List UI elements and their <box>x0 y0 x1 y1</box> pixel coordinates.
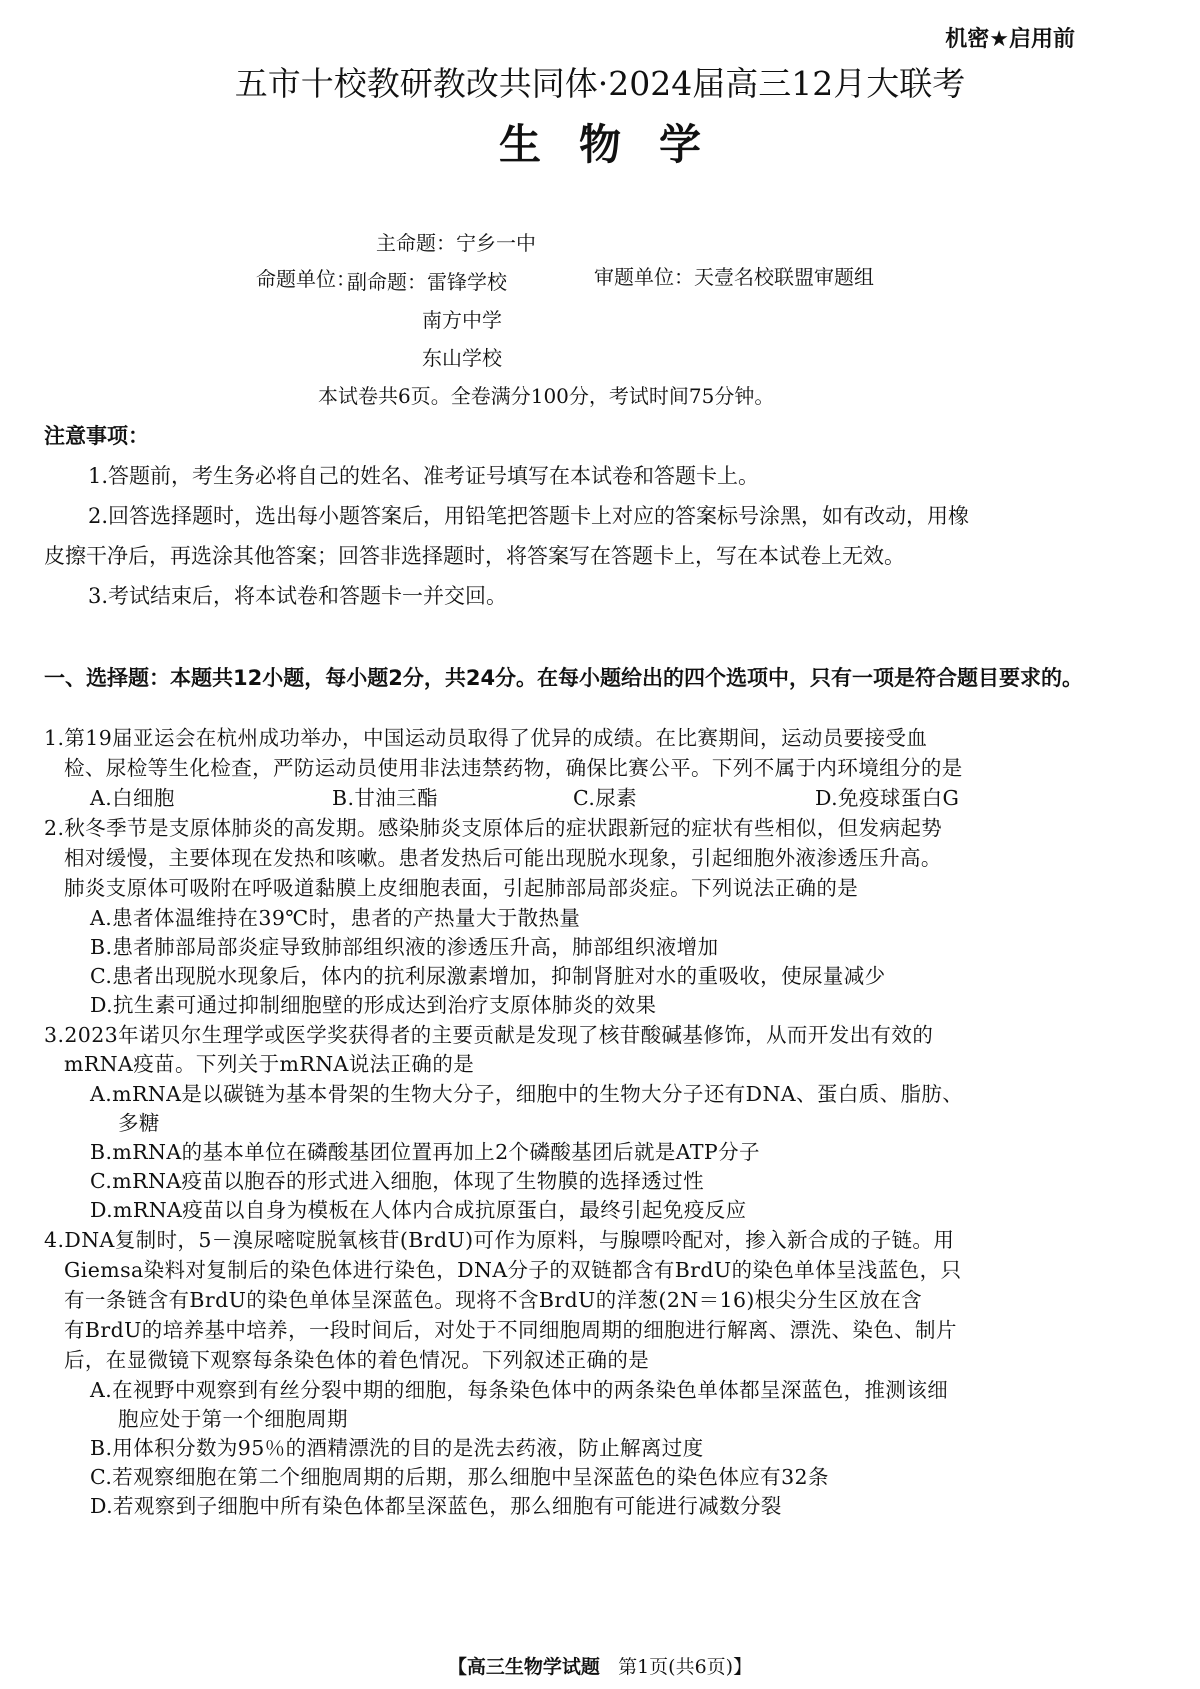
footer-title: 【高三生物学试题 <box>447 1656 600 1678</box>
q1-option-b: B.甘油三酯 <box>332 786 438 810</box>
q1-stem-line2: 检、尿检等生化检查，严防运动员使用非法违禁药物，确保比赛公平。下列不属于内环境组分的是 <box>64 756 963 780</box>
main-setter: 主命题：宁乡一中 <box>376 231 536 255</box>
q1-option-a: A.白细胞 <box>90 786 175 810</box>
q4-option-a-line1: A.在视野中观察到有丝分裂中期的细胞，每条染色体中的两条染色单体都呈深蓝色，推测该细 <box>90 1378 949 1402</box>
q4-stem-line5: 后，在显微镜下观察每条染色体的着色情况。下列叙述正确的是 <box>64 1348 650 1372</box>
school-nanfang: 南方中学 <box>422 308 502 332</box>
footer-page-number: 第1页(共6页)】 <box>618 1656 753 1678</box>
q2-stem-line1: 2.秋冬季节是支原体肺炎的高发期。感染肺炎支原体后的症状跟新冠的症状有些相似，但发病起势 <box>44 816 943 840</box>
school-dongshan: 东山学校 <box>422 346 502 370</box>
subject-title: 生物学 <box>498 120 739 169</box>
q4-option-b: B.用体积分数为95％的酒精漂洗的目的是洗去药液，防止解离过度 <box>90 1436 704 1460</box>
q4-option-c: C.若观察细胞在第二个细胞周期的后期，那么细胞中呈深蓝色的染色体应有32条 <box>90 1465 829 1489</box>
q3-stem-line1: 3.2023年诺贝尔生理学或医学奖获得者的主要贡献是发现了核苷酸碱基修饰，从而开发出有效的 <box>44 1023 934 1047</box>
q2-option-b: B.患者肺部局部炎症导致肺部组织液的渗透压升高，肺部组织液增加 <box>90 935 719 959</box>
q3-option-d: D.mRNA疫苗以自身为模板在人体内合成抗原蛋白，最终引起免疫反应 <box>90 1198 747 1222</box>
setter-label: 命题单位： <box>256 267 356 291</box>
q2-stem-line2: 相对缓慢，主要体现在发热和咳嗽。患者发热后可能出现脱水现象，引起细胞外液渗透压升高。 <box>64 846 942 870</box>
q3-stem-line2: mRNA疫苗。下列关于mRNA说法正确的是 <box>64 1052 475 1076</box>
note-2-line1: 2.回答选择题时，选出每小题答案后，用铅笔把答题卡上对应的答案标号涂黑，如有改动，用橡 <box>88 504 970 528</box>
notes-heading: 注意事项： <box>44 424 149 448</box>
confidential-mark: 机密★启用前 <box>945 27 1075 52</box>
q1-option-c: C.尿素 <box>573 786 638 810</box>
q2-option-c: C.患者出现脱水现象后，体内的抗利尿激素增加，抑制肾脏对水的重吸收，使尿量减少 <box>90 964 886 988</box>
q2-option-d: D.抗生素可通过抑制细胞壁的形成达到治疗支原体肺炎的效果 <box>90 993 657 1017</box>
note-1: 1.答题前，考生务必将自己的姓名、准考证号填写在本试卷和答题卡上。 <box>88 464 760 488</box>
note-3: 3.考试结束后，将本试卷和答题卡一并交回。 <box>88 584 508 608</box>
q3-option-c: C.mRNA疫苗以胞吞的形式进入细胞，体现了生物膜的选择透过性 <box>90 1169 704 1193</box>
q2-option-a: A.患者体温维持在39℃时，患者的产热量大于散热量 <box>90 906 581 930</box>
q4-stem-line1: 4.DNA复制时，5－溴尿嘧啶脱氧核苷(BrdU)可作为原料，与腺嘌呤配对，掺入新合成的子链。用 <box>44 1228 955 1252</box>
q1-stem-line1: 1.第19届亚运会在杭州成功举办，中国运动员取得了优异的成绩。在比赛期间，运动员要接受血 <box>44 726 928 750</box>
q2-stem-line3: 肺炎支原体可吸附在呼吸道黏膜上皮细胞表面，引起肺部局部炎症。下列说法正确的是 <box>64 876 859 900</box>
q4-stem-line3: 有一条链含有BrdU的染色单体呈深蓝色。现将不含BrdU的洋葱(2N＝16)根尖分生区放在含 <box>64 1288 922 1312</box>
reviewer: 审题单位：天壹名校联盟审题组 <box>594 265 874 289</box>
section-heading: 一、选择题：本题共12小题，每小题2分，共24分。在每小题给出的四个选项中，只有一项是符合题目要求的。 <box>44 666 1084 690</box>
sub-setter: 副命题：雷锋学校 <box>347 270 507 294</box>
page-footer <box>0 1652 1200 1679</box>
exam-info: 本试卷共6页。全卷满分100分，考试时间75分钟。 <box>318 384 775 408</box>
q3-option-a-line1: A.mRNA是以碳链为基本骨架的生物大分子，细胞中的生物大分子还有DNA、蛋白质、脂肪、 <box>90 1082 964 1106</box>
q1-option-d: D.免疫球蛋白G <box>815 786 960 810</box>
q4-option-d: D.若观察到子细胞中所有染色体都呈深蓝色，那么细胞有可能进行减数分裂 <box>90 1494 782 1518</box>
exam-title: 五市十校教研教改共同体·2024届高三12月大联考 <box>234 64 966 103</box>
q3-option-b: B.mRNA的基本单位在磷酸基团位置再加上2个磷酸基团后就是ATP分子 <box>90 1140 760 1164</box>
note-2-line2: 皮擦干净后，再选涂其他答案；回答非选择题时，将答案写在答题卡上，写在本试卷上无效。 <box>44 544 905 568</box>
q4-option-a-line2: 胞应处于第一个细胞周期 <box>118 1407 348 1431</box>
q4-stem-line4: 有BrdU的培养基中培养，一段时间后，对处于不同细胞周期的细胞进行解离、漂洗、染色、制片 <box>64 1318 957 1342</box>
q4-stem-line2: Giemsa染料对复制后的染色体进行染色，DNA分子的双链都含有BrdU的染色单体呈浅蓝色，只 <box>64 1258 962 1282</box>
q3-option-a-line2: 多糖 <box>118 1111 160 1135</box>
